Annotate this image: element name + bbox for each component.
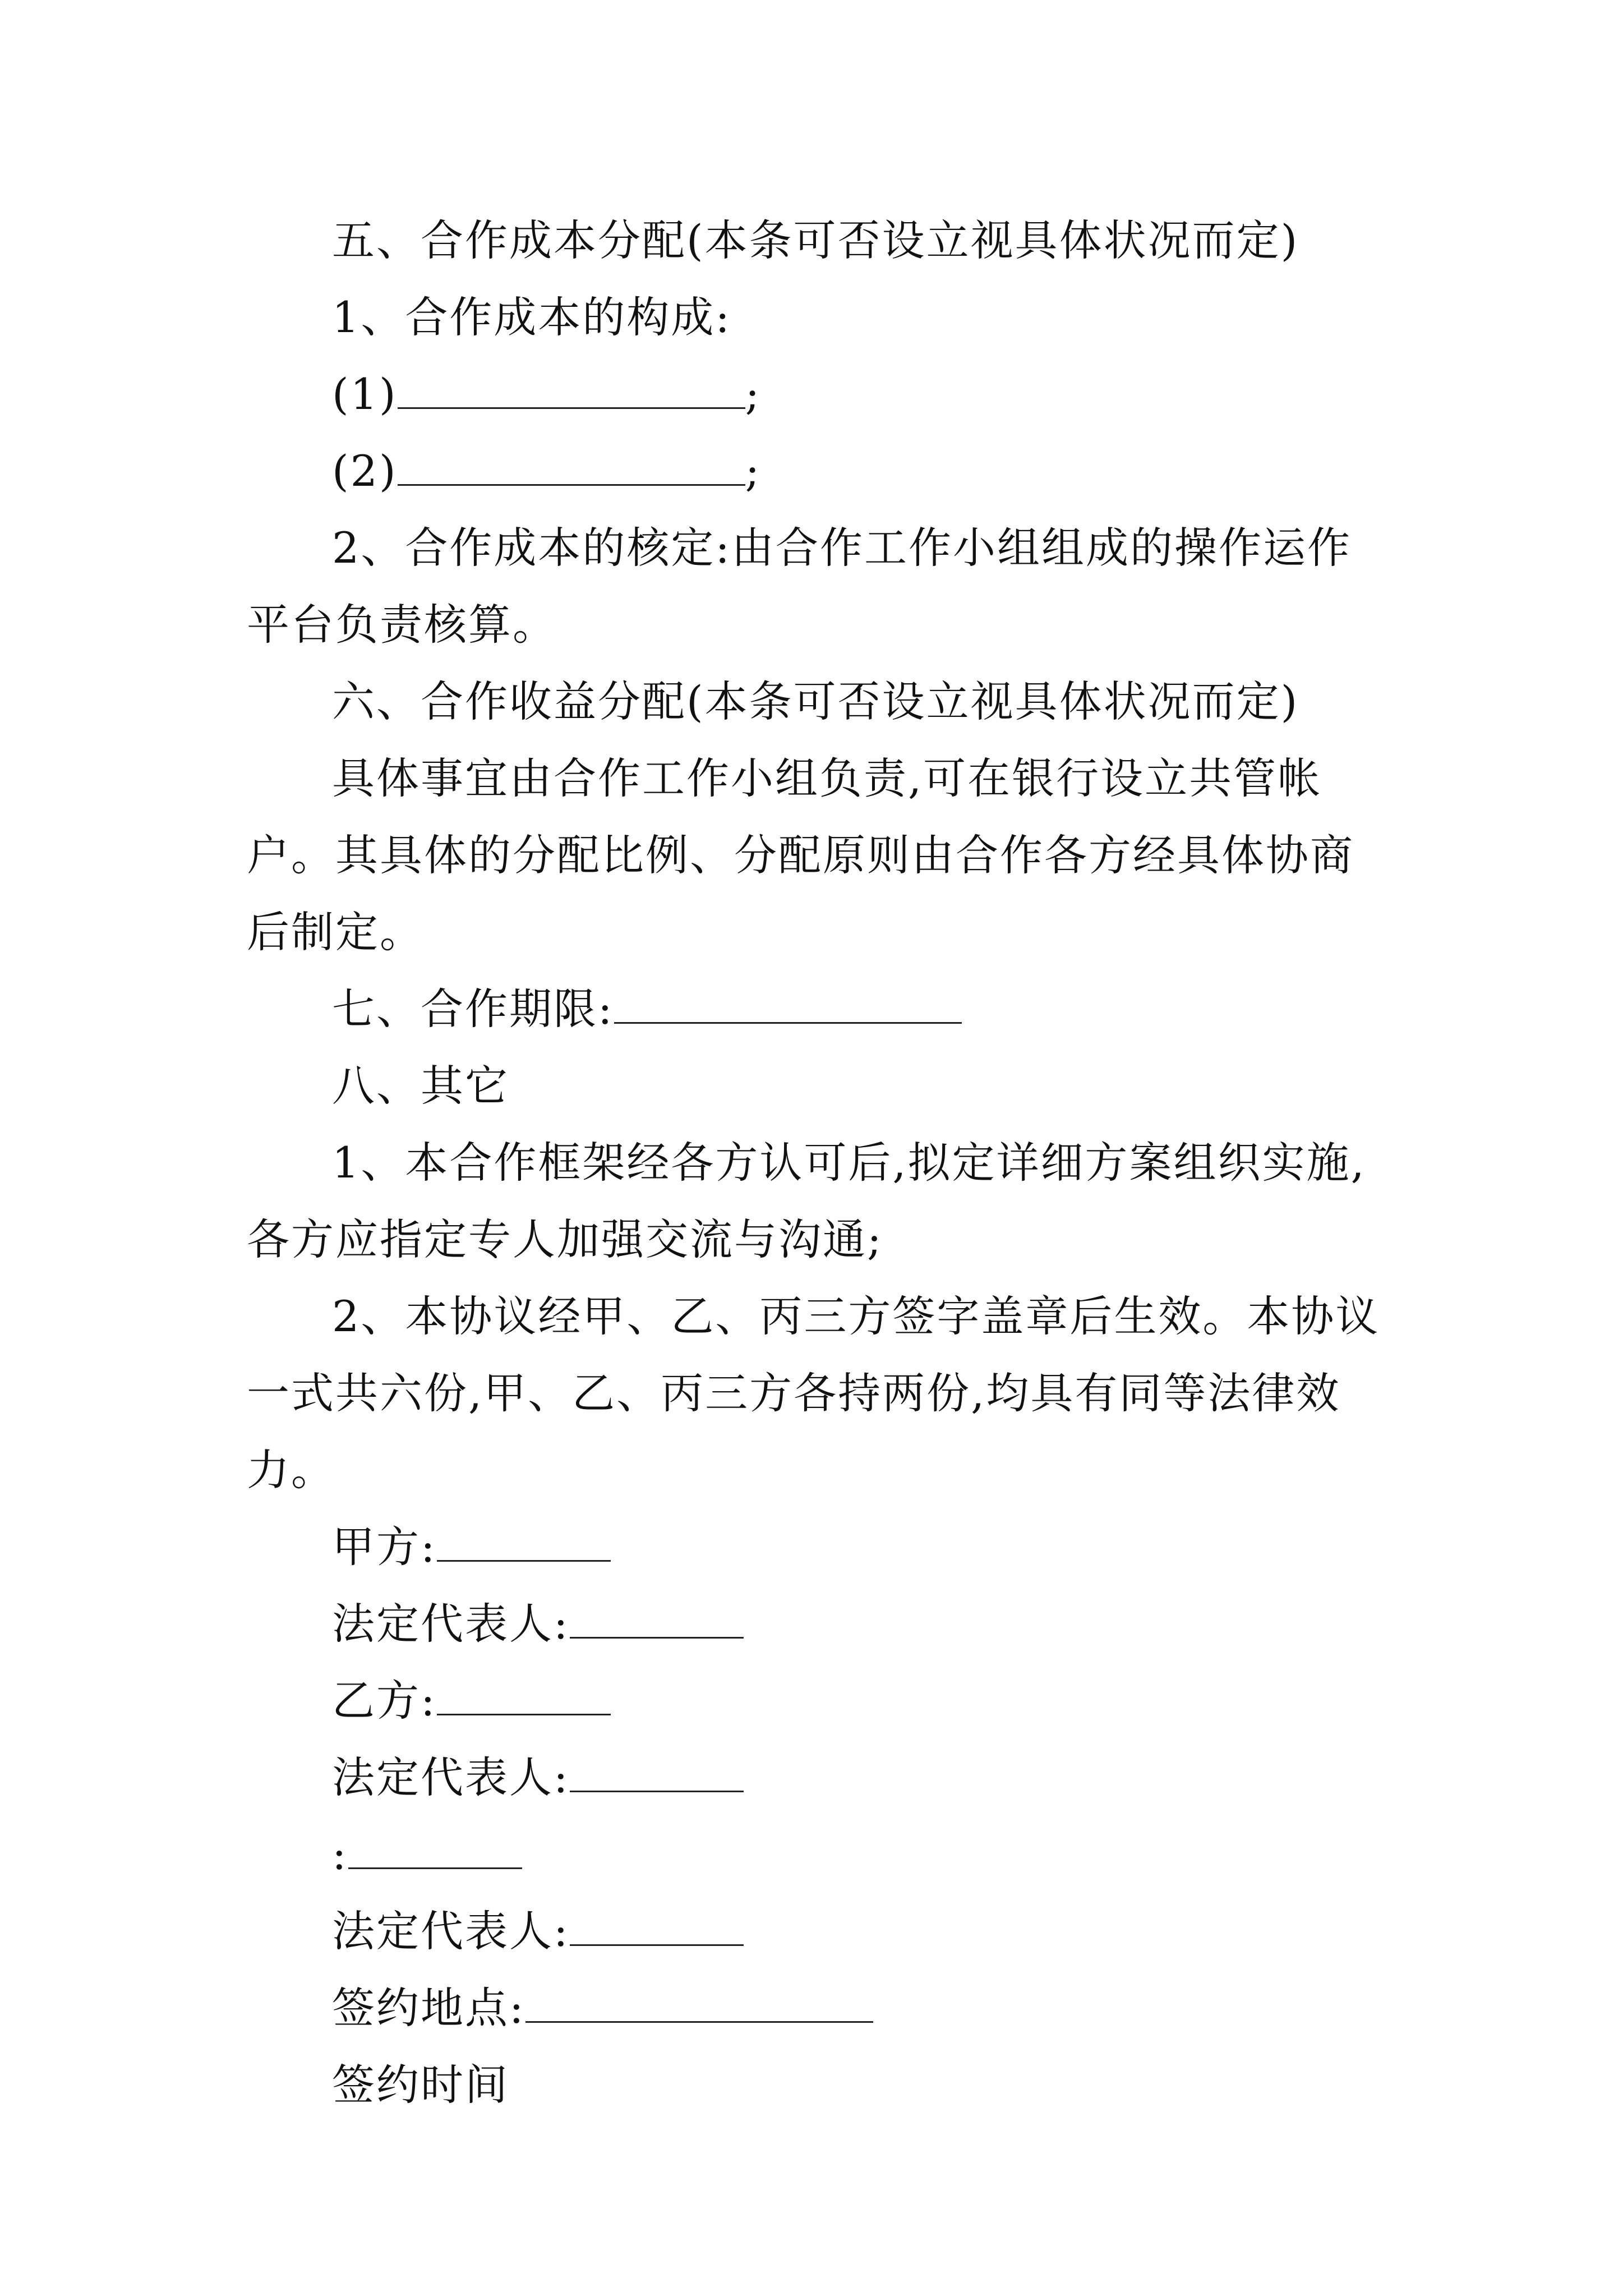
sub-1-label: (1) — [332, 369, 398, 419]
fill-blank — [570, 1757, 744, 1792]
party-c-rep-label: 法定代表人: — [332, 1906, 570, 1956]
party-b — [247, 1662, 1385, 1739]
fill-blank — [570, 1603, 744, 1639]
section-6-title: 六、合作收益分配(本条可否设立视具体状况而定) — [332, 677, 1299, 726]
fill-blank — [614, 988, 962, 1024]
term-label: 七、合作期限: — [332, 984, 614, 1034]
signing-place-label: 签约地点: — [332, 1983, 525, 2033]
fill-blank — [437, 1526, 611, 1562]
fill-blank — [437, 1680, 611, 1715]
signing-place — [247, 1970, 1385, 2046]
section-7-term — [247, 970, 1385, 1047]
fill-blank — [348, 1834, 522, 1869]
sub-2-end: ; — [745, 446, 762, 496]
party-a-representative — [247, 1585, 1385, 1662]
party-b-rep-label: 法定代表人: — [332, 1752, 570, 1802]
section-5-title: 五、合作成本分配(本条可否设立视具体状况而定) — [332, 215, 1299, 265]
party-c-label: : — [332, 1829, 348, 1879]
sub-1-end: ; — [745, 369, 762, 419]
fill-blank — [398, 374, 745, 409]
section-8-title: 八、其它 — [332, 1061, 509, 1111]
signing-time: 签约时间 — [332, 2060, 509, 2110]
party-b-representative — [247, 1739, 1385, 1816]
party-b-label: 乙方: — [332, 1676, 437, 1726]
section-6-body: 具体事宜由合作工作小组负责,可在银行设立共管帐户。其具体的分配比例、分配原则由合作各方经具体协商后制定。 — [247, 753, 1354, 957]
fill-blank — [398, 450, 745, 486]
section-5-item-1: 1、合作成本的构成: — [332, 292, 731, 342]
document-body — [247, 202, 1385, 2123]
fill-blank — [525, 1987, 873, 2023]
party-c — [247, 1816, 1385, 1893]
section-5-sub-2 — [247, 432, 1385, 509]
section-5-item-2: 2、合作成本的核定:由合作工作小组组成的操作运作平台负责核算。 — [247, 523, 1352, 650]
party-a-label: 甲方: — [332, 1522, 437, 1572]
party-a — [247, 1508, 1385, 1585]
section-5-sub-1 — [247, 356, 1385, 432]
party-a-rep-label: 法定代表人: — [332, 1599, 570, 1649]
section-8-item-1: 1、本合作框架经各方认可后,拟定详细方案组织实施,各方应指定专人加强交流与沟通; — [247, 1138, 1366, 1264]
section-8-item-2: 2、本协议经甲、乙、丙三方签字盖章后生效。本协议一式共六份,甲、乙、丙三方各持两份,均具有同等法律效力。 — [247, 1291, 1380, 1495]
party-c-representative — [247, 1893, 1385, 1970]
fill-blank — [570, 1911, 744, 1946]
sub-2-label: (2) — [332, 446, 398, 496]
